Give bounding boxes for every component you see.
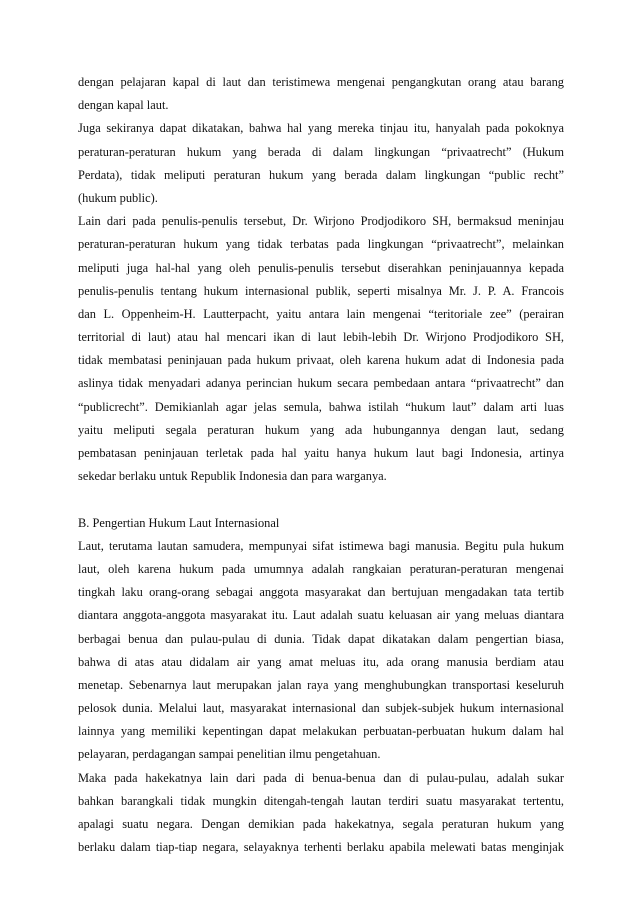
text-line: pelayaran, perdagangan sampai penelitian ilmu pengetahuan. [78, 747, 381, 762]
text-line: penulis-penulis tentang hukum internasional publik, seperti misalnya Mr. J. P. A. Francois [78, 283, 564, 298]
text-line: meliputi juga hal-hal yang oleh penulis-penulis tersebut diserahkan peninjauannya kepada [78, 260, 564, 275]
text-line: dan L. Oppenheim-H. Lautterpacht, yaitu antara lain mengenai “teritoriale zee” (perairan [78, 306, 564, 321]
text-line: yaitu meliputi segala peraturan hukum yang ada hubungannya dengan laut, sedang [78, 422, 564, 437]
text-line: pelosok dunia. Melalui laut, masyarakat internasional dan subjek-subjek hukum internasional [78, 701, 564, 716]
text-line: laut, oleh karena hukum pada umumnya adalah rangkaian peraturan-peraturan mengenai [78, 561, 564, 576]
text-line: Juga sekiranya dapat dikatakan, bahwa hal yang mereka tinjau itu, hanyalah pada pokoknya [78, 121, 564, 136]
text-line: “publicrecht”. Demikianlah agar jelas semula, bahwa istilah “hukum laut” dalam arti luas [78, 399, 564, 414]
text-line: berbagai benua dan pulau-pulau di dunia. Tidak dapat dikatakan dalam pengertian biasa, [78, 631, 564, 646]
text-line: dengan pelajaran kapal di laut dan teristimewa mengenai pengangkutan orang atau barang [78, 75, 564, 89]
text-line: Perdata), tidak meliputi peraturan hukum yang berada dalam lingkungan “public recht” [78, 167, 564, 182]
text-line: berlaku dalam tiap-tiap negara, selayaknya terhenti berlaku apabila melewati batas menginjak [78, 840, 564, 855]
text-line: Laut, terutama lautan samudera, mempunyai sifat istimewa bagi manusia. Begitu pula hukum [78, 538, 564, 553]
text-line: apalagi suatu negara. Dengan demikian pada hakekatnya, segala peraturan hukum yang [78, 817, 564, 831]
text-line: tingkah laku orang-orang sebagai anggota masyarakat dan bertujuan mengadakan tata tertib [78, 585, 564, 600]
text-line: tidak membatasi peninjauan pada hukum privaat, oleh karena hukum adat di Indonesia pada [78, 353, 564, 368]
text-line: diantara anggota-anggota masyarakat itu. Laut adalah suatu keluasan air yang meluas diantara [78, 608, 564, 623]
blank-line [78, 488, 564, 511]
text-line: aslinya tidak menyadari adanya perincian hukum secara pembedaan antara “privaatrecht” dan [78, 376, 564, 391]
text-line: pembatasan peninjauan terletak pada hal yaitu hanya hukum laut bagi Indonesia, artinya [78, 446, 564, 460]
text-line: peraturan-peraturan hukum yang tidak terbatas pada lingkungan “privaatrecht”, melainkan [78, 237, 564, 252]
text-line: sekedar berlaku untuk Republik Indonesia dan para warganya. [78, 469, 387, 484]
text-line: bahwa di atas atau didalam air yang amat meluas itu, ada orang manusia berdiam atau [78, 654, 564, 669]
section-heading: B. Pengertian Hukum Laut Internasional [78, 515, 280, 530]
document-body [78, 71, 564, 859]
text-line: territorial di laut) atau hal mencari ikan di laut lebih-lebih Dr. Wirjono Prodjodikoro SH, [78, 330, 564, 345]
text-line: (hukum public). [78, 190, 158, 205]
text-line: Maka pada hakekatnya lain dari pada di benua-benua dan di pulau-pulau, adalah sukar [78, 770, 564, 785]
text-line: Lain dari pada penulis-penulis tersebut, Dr. Wirjono Prodjodikoro SH, bermaksud meninjau [78, 214, 564, 229]
text-line: peraturan-peraturan hukum yang berada di dalam lingkungan “privaatrecht” (Hukum [78, 144, 564, 159]
text-line: menetap. Sebenarnya laut merupakan jalan raya yang menghubungkan transportasi keseluruh [78, 677, 564, 692]
text-line: dengan kapal laut. [78, 98, 169, 113]
text-line: lainnya yang memiliki kepentingan dapat melakukan perbuatan-perbuatan hukum dalam hal [78, 724, 564, 739]
text-line: bahkan barangkali tidak mungkin ditengah-tengah lautan terdiri suatu masyarakat tertentu, [78, 793, 564, 808]
